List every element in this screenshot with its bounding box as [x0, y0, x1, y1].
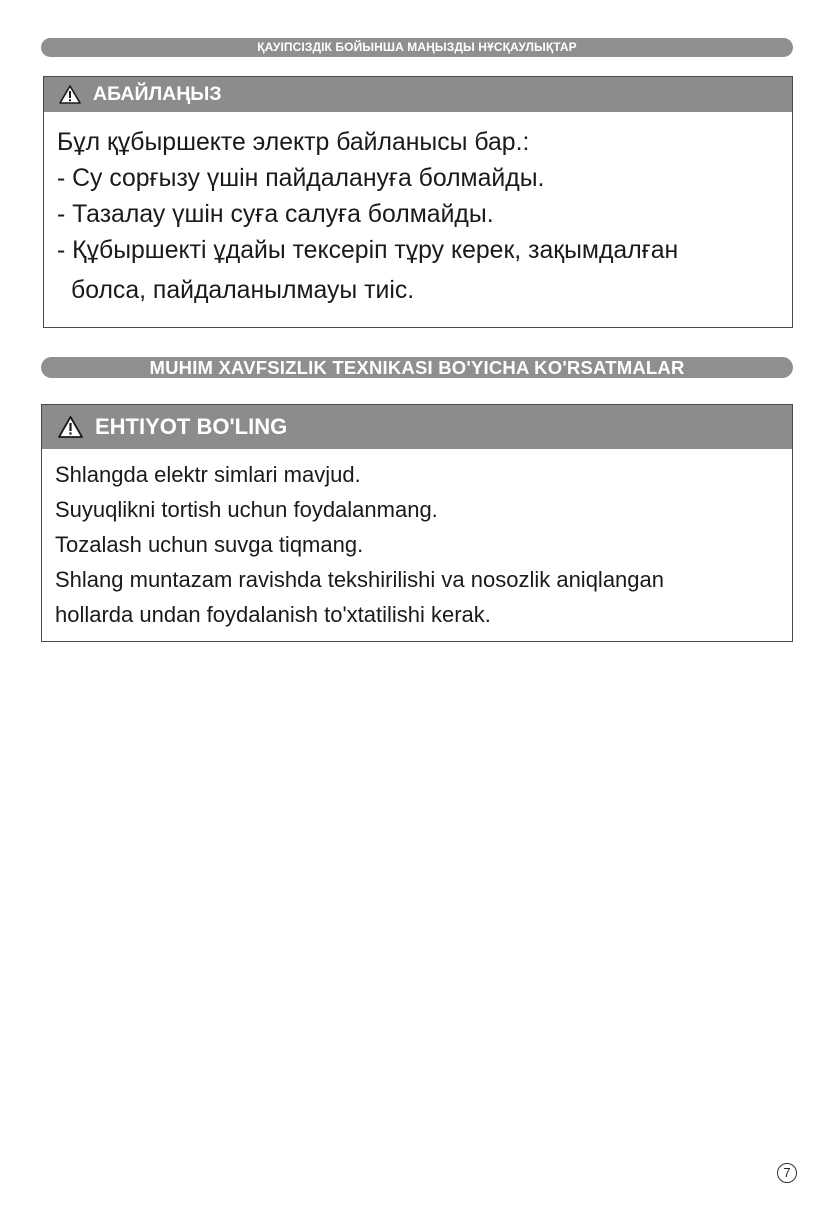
uz-warning-line: Shlang muntazam ravishda tekshirilishi va nosozlik aniqlangan	[55, 567, 664, 592]
warning-triangle-icon	[58, 416, 83, 438]
kk-warning-header	[44, 77, 792, 112]
kk-warning-box	[43, 76, 793, 328]
kk-warning-line: болса, пайдаланылмауы тиіс.	[71, 277, 415, 304]
uz-warning-line: Shlangda elektr simlari mavjud.	[55, 462, 361, 487]
kk-warning-line: - Құбыршекті ұдайы тексеріп тұру керек, зақымдалған	[57, 237, 679, 264]
uz-section-title: MUHIM XAVFSIZLIK TEXNIKASI BO'YICHA KO'RSATMALAR	[41, 357, 793, 378]
kk-warning-body	[44, 112, 792, 313]
warning-triangle-icon	[59, 85, 81, 104]
uz-warning-line: Tozalash uchun suvga tiqmang.	[55, 532, 364, 557]
kk-section-title: ҚАУІПСІЗДІК БОЙЫНША МАҢЫЗДЫ НҰСҚАУЛЫҚТАР	[41, 38, 793, 57]
uz-warning-body	[42, 449, 792, 632]
kk-warning-line: Бұл құбыршекте электр байланысы бар.:	[57, 129, 530, 156]
uz-warning-header-label: EHTIYOT BO'LING	[95, 414, 288, 439]
uz-warning-header	[42, 405, 792, 449]
kk-warning-header-label: АБАЙЛАҢЫЗ	[93, 83, 222, 105]
uz-warning-box	[41, 404, 793, 642]
kk-warning-line: - Су сорғызу үшін пайдалануға болмайды.	[57, 165, 545, 192]
kk-warning-line: - Тазалау үшін суға салуға болмайды.	[57, 201, 494, 228]
page-number: 7	[777, 1163, 797, 1183]
uz-warning-line: hollarda undan foydalanish to'xtatilishi kerak.	[55, 602, 491, 627]
uz-warning-line: Suyuqlikni tortish uchun foydalanmang.	[55, 497, 438, 522]
